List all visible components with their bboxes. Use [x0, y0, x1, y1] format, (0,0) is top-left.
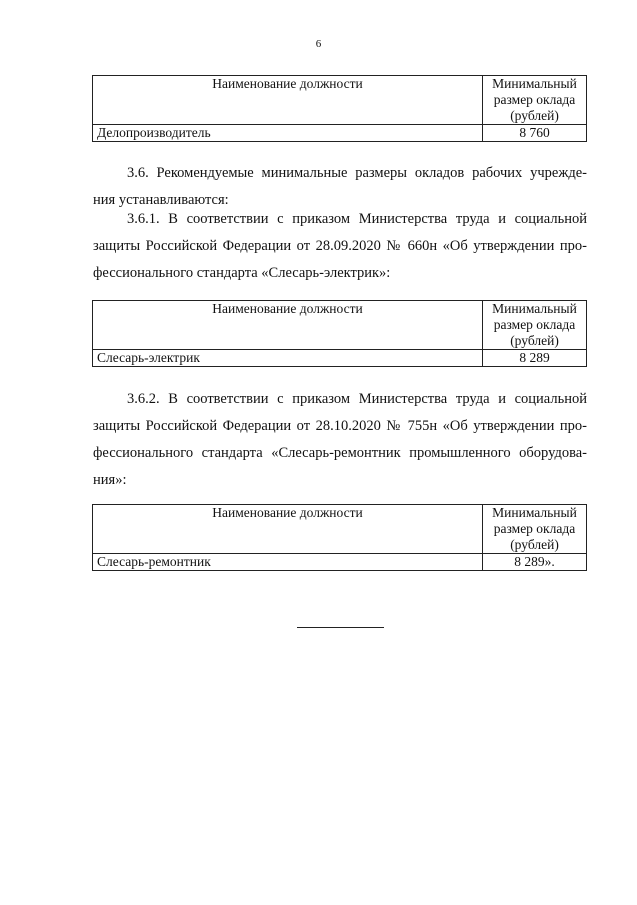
- paragraph-line: 3.6.2. В соответствии с приказом Министерства труда и социальной: [127, 391, 587, 407]
- salary-header-line-3: (рублей): [510, 333, 559, 348]
- salary-table-3: [92, 504, 587, 571]
- position-cell: Слесарь-электрик: [93, 350, 483, 367]
- paragraph-line: защиты Российской Федерации от 28.10.2020 № 755н «Об утверждении про-: [93, 418, 587, 434]
- paragraph-line: ния устанавливаются:: [93, 192, 229, 208]
- salary-header-line-2: размер оклада: [493, 317, 576, 332]
- page-number: 6: [315, 38, 322, 50]
- salary-header-line-2: размер оклада: [493, 92, 576, 107]
- position-cell: Слесарь-ремонтник: [93, 554, 483, 571]
- salary-header-line-1: Минимальный: [492, 505, 577, 520]
- paragraph-line: фессионального стандарта «Слесарь-электрик»:: [93, 265, 391, 281]
- salary-header-line-3: (рублей): [510, 537, 559, 552]
- paragraph-line: защиты Российской Федерации от 28.09.2020 № 660н «Об утверждении про-: [93, 238, 587, 254]
- table-header-row: [93, 505, 587, 554]
- salary-header-line-1: Минимальный: [492, 76, 577, 91]
- salary-cell: 8 760: [483, 125, 587, 142]
- salary-header: [483, 505, 587, 554]
- salary-header: [483, 76, 587, 125]
- table-header-row: [93, 76, 587, 125]
- salary-header-line-1: Минимальный: [492, 301, 577, 316]
- table-row: [93, 554, 587, 571]
- section-3-6-1-paragraph: [93, 206, 587, 287]
- table-row: [93, 125, 587, 142]
- table-header-row: [93, 301, 587, 350]
- position-name-header: Наименование должности: [93, 301, 483, 350]
- paragraph-line: 3.6.1. В соответствии с приказом Министерства труда и социальной: [127, 211, 587, 227]
- position-name-header: Наименование должности: [93, 76, 483, 125]
- salary-table-2: [92, 300, 587, 367]
- table-row: [93, 350, 587, 367]
- salary-header-line-2: размер оклада: [493, 521, 576, 536]
- end-separator-line: [297, 627, 384, 628]
- salary-cell: 8 289: [483, 350, 587, 367]
- salary-cell: 8 289».: [483, 554, 587, 571]
- paragraph-line: ния»:: [93, 472, 127, 488]
- position-cell: Делопроизводитель: [93, 125, 483, 142]
- salary-table-1: [92, 75, 587, 142]
- section-3-6-2-paragraph: [93, 386, 587, 494]
- salary-header: [483, 301, 587, 350]
- salary-header-line-3: (рублей): [510, 108, 559, 123]
- paragraph-line: 3.6. Рекомендуемые минимальные размеры окладов рабочих учрежде-: [127, 165, 587, 181]
- position-name-header: Наименование должности: [93, 505, 483, 554]
- paragraph-line: фессионального стандарта «Слесарь-ремонтник промышленного оборудова-: [93, 445, 587, 461]
